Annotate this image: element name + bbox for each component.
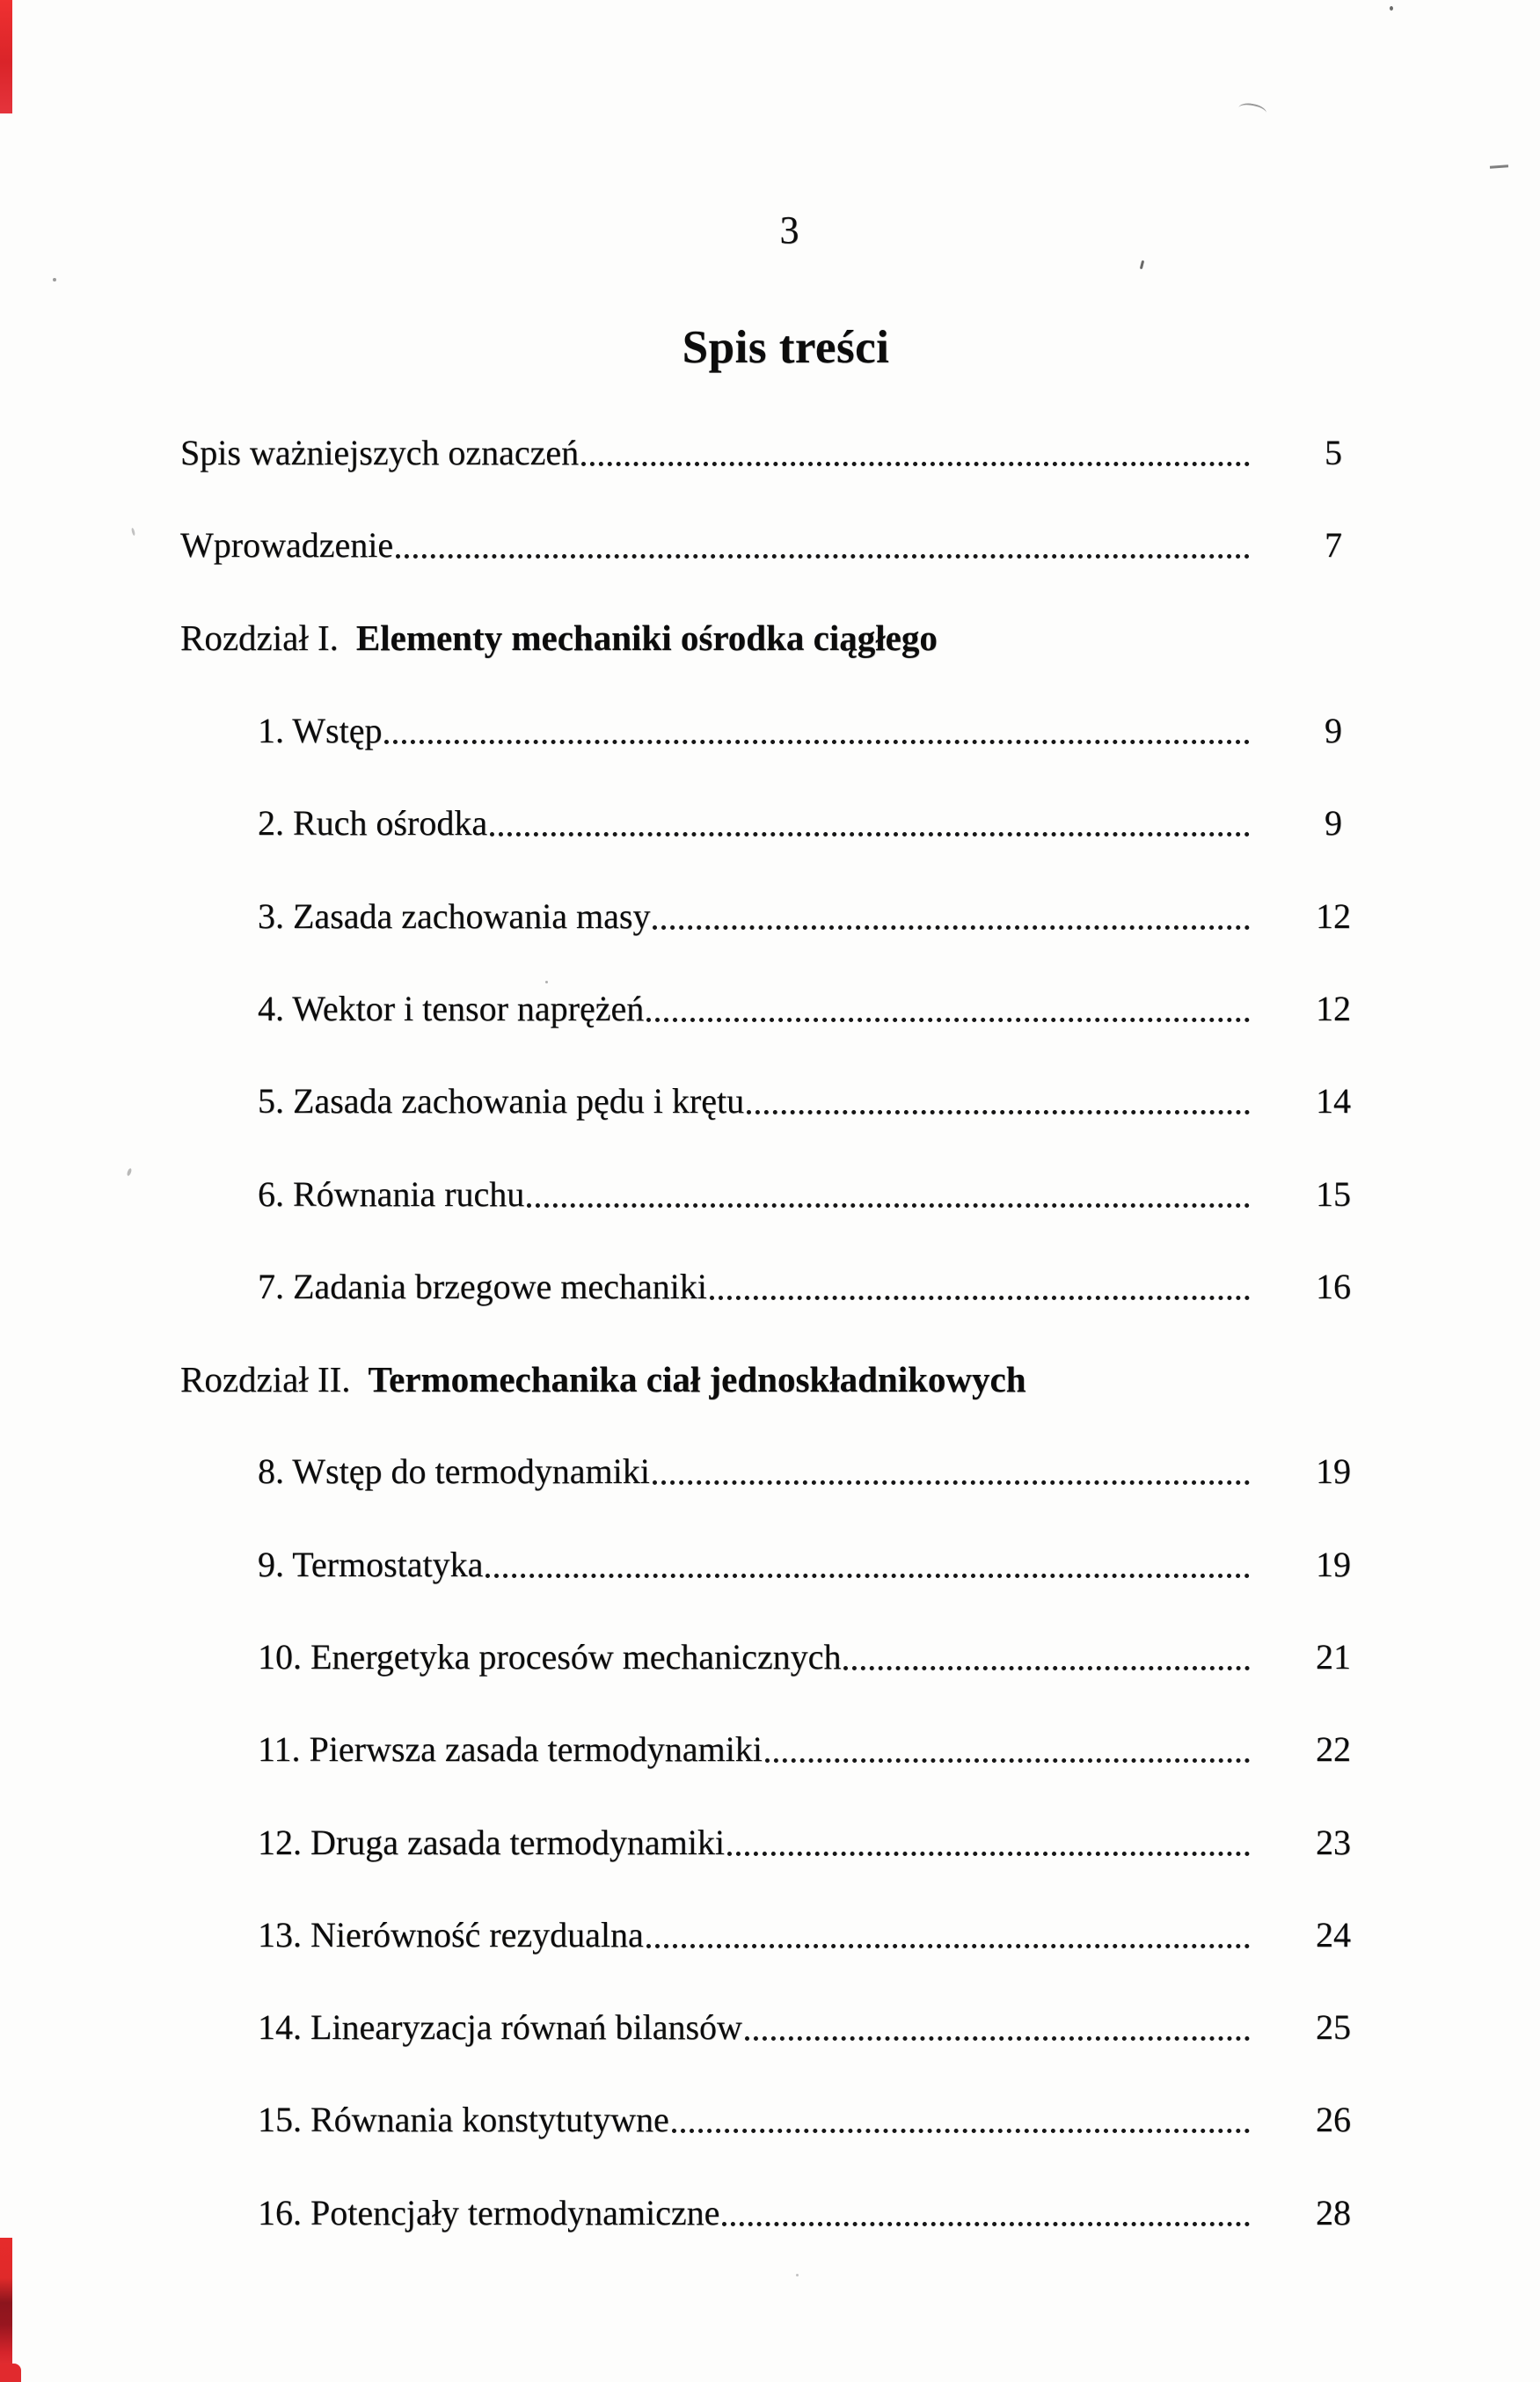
toc-row xyxy=(0,1518,1373,1611)
toc-entry-label: 9. Termostatyka xyxy=(258,1544,484,1584)
toc-row xyxy=(0,962,1373,1055)
dot-leader xyxy=(722,2222,1250,2226)
dot-leader xyxy=(581,462,1250,466)
toc-row xyxy=(0,2073,1373,2166)
toc-entry-page: 19 xyxy=(1316,1451,1351,1492)
chapter-prefix: Rozdział II. xyxy=(180,1358,351,1399)
dot-leader xyxy=(527,1203,1250,1208)
scan-noise-speck xyxy=(53,278,56,281)
toc-entry-label: 8. Wstęp do termodynamiki xyxy=(258,1451,650,1492)
dot-leader xyxy=(710,1296,1250,1300)
toc-entry-label: Spis ważniejszych oznaczeń xyxy=(180,433,580,473)
dot-leader xyxy=(747,1110,1250,1114)
dot-leader xyxy=(843,1666,1250,1670)
scan-artifact-red-bottom-blob xyxy=(0,2364,21,2382)
toc-entry-page: 12 xyxy=(1316,895,1351,936)
toc-entry-label: 6. Równania ruchu xyxy=(258,1173,525,1214)
toc-entry-label: 1. Wstęp xyxy=(258,711,383,751)
toc-entry-label: 11. Pierwsza zasada termodynamiki xyxy=(258,1729,763,1770)
chapter-prefix: Rozdział I. xyxy=(180,617,339,659)
dot-leader xyxy=(646,1018,1250,1022)
toc-entry-page: 25 xyxy=(1316,2007,1351,2048)
toc-entry-label: 16. Potencjały termodynamiczne xyxy=(258,2192,720,2232)
toc-entry-page: 9 xyxy=(1325,803,1342,844)
toc-entry-page: 15 xyxy=(1316,1173,1351,1214)
toc-row xyxy=(0,1795,1373,1888)
toc-entry-label: 15. Równania konstytutywne xyxy=(258,2100,669,2140)
toc-entry-page: 5 xyxy=(1325,433,1342,473)
toc-entry-page: 24 xyxy=(1316,1914,1351,1955)
chapter-title: Termomechanika ciał jednoskładnikowych xyxy=(368,1358,1026,1399)
dot-leader xyxy=(384,740,1250,744)
toc-entry-page: 14 xyxy=(1316,1081,1351,1122)
page-number: 3 xyxy=(779,208,799,252)
toc-entry-label: 7. Zadania brzegowe mechaniki xyxy=(258,1266,707,1306)
toc-row xyxy=(0,406,1373,499)
scan-noise-speck xyxy=(796,2274,799,2276)
dot-leader xyxy=(765,1758,1250,1763)
toc-entry-page: 21 xyxy=(1316,1637,1351,1677)
dot-leader xyxy=(672,2129,1250,2133)
toc-entry-label: 13. Nierówność rezydualna xyxy=(258,1914,644,1955)
toc-entry-label: Wprowadzenie xyxy=(180,525,394,566)
toc-row xyxy=(0,1147,1373,1239)
toc-entry-page: 26 xyxy=(1316,2100,1351,2140)
toc-entry-page: 19 xyxy=(1316,1544,1351,1584)
toc-row xyxy=(0,1611,1373,1703)
toc-row xyxy=(0,499,1373,591)
scan-noise-speck xyxy=(1390,6,1393,11)
scan-artifact-red-top-left xyxy=(0,0,12,113)
toc-entry-label: 3. Zasada zachowania masy xyxy=(258,895,651,936)
toc-row xyxy=(0,1703,1373,1795)
chapter-title: Elementy mechaniki ośrodka ciągłego xyxy=(355,617,938,659)
toc-row xyxy=(0,2166,1373,2259)
toc-row xyxy=(0,1240,1373,1333)
scan-noise-tick xyxy=(1140,260,1144,269)
toc-entry-page: 23 xyxy=(1316,1822,1351,1862)
toc-entry-label: 4. Wektor i tensor naprężeń xyxy=(258,988,645,1028)
chapter-heading-row xyxy=(0,592,1373,684)
toc-entry-page: 28 xyxy=(1316,2192,1351,2232)
toc-row xyxy=(0,1425,1373,1517)
toc-row xyxy=(0,777,1373,869)
toc-entry-page: 9 xyxy=(1325,711,1342,751)
toc-entry-label: 2. Ruch ośrodka xyxy=(258,803,488,844)
dot-leader xyxy=(396,554,1250,559)
chapter-heading-row xyxy=(0,1333,1373,1425)
toc-entry-label: 14. Linearyzacja równań bilansów xyxy=(258,2007,742,2048)
toc-entry-page: 7 xyxy=(1325,525,1342,566)
toc-row xyxy=(0,1055,1373,1147)
toc-entry-label: 12. Druga zasada termodynamiki xyxy=(258,1822,725,1862)
scan-noise-dash xyxy=(1490,164,1508,168)
toc-entry-label: 5. Zasada zachowania pędu i krętu xyxy=(258,1081,745,1122)
toc-entry-page: 22 xyxy=(1316,1729,1351,1770)
toc-row xyxy=(0,869,1373,961)
dot-leader xyxy=(727,1852,1250,1856)
toc-row xyxy=(0,684,1373,777)
toc-row xyxy=(0,1889,1373,1981)
dot-leader xyxy=(745,2036,1250,2041)
dot-leader xyxy=(653,1480,1250,1485)
toc-row xyxy=(0,1981,1373,2073)
scan-artifact-red-bottom-left xyxy=(0,2238,12,2382)
dot-leader xyxy=(490,832,1250,837)
toc-entry-page: 16 xyxy=(1316,1266,1351,1306)
dot-leader xyxy=(485,1574,1250,1578)
toc-entry-page: 12 xyxy=(1316,988,1351,1028)
toc-entry-label: 10. Energetyka procesów mechanicznych xyxy=(258,1637,842,1677)
dot-leader xyxy=(646,1944,1250,1948)
page-title: Spis treści xyxy=(682,322,890,373)
scan-noise-squiggle xyxy=(1237,101,1267,120)
dot-leader xyxy=(653,925,1250,930)
table-of-contents xyxy=(0,406,1540,2259)
